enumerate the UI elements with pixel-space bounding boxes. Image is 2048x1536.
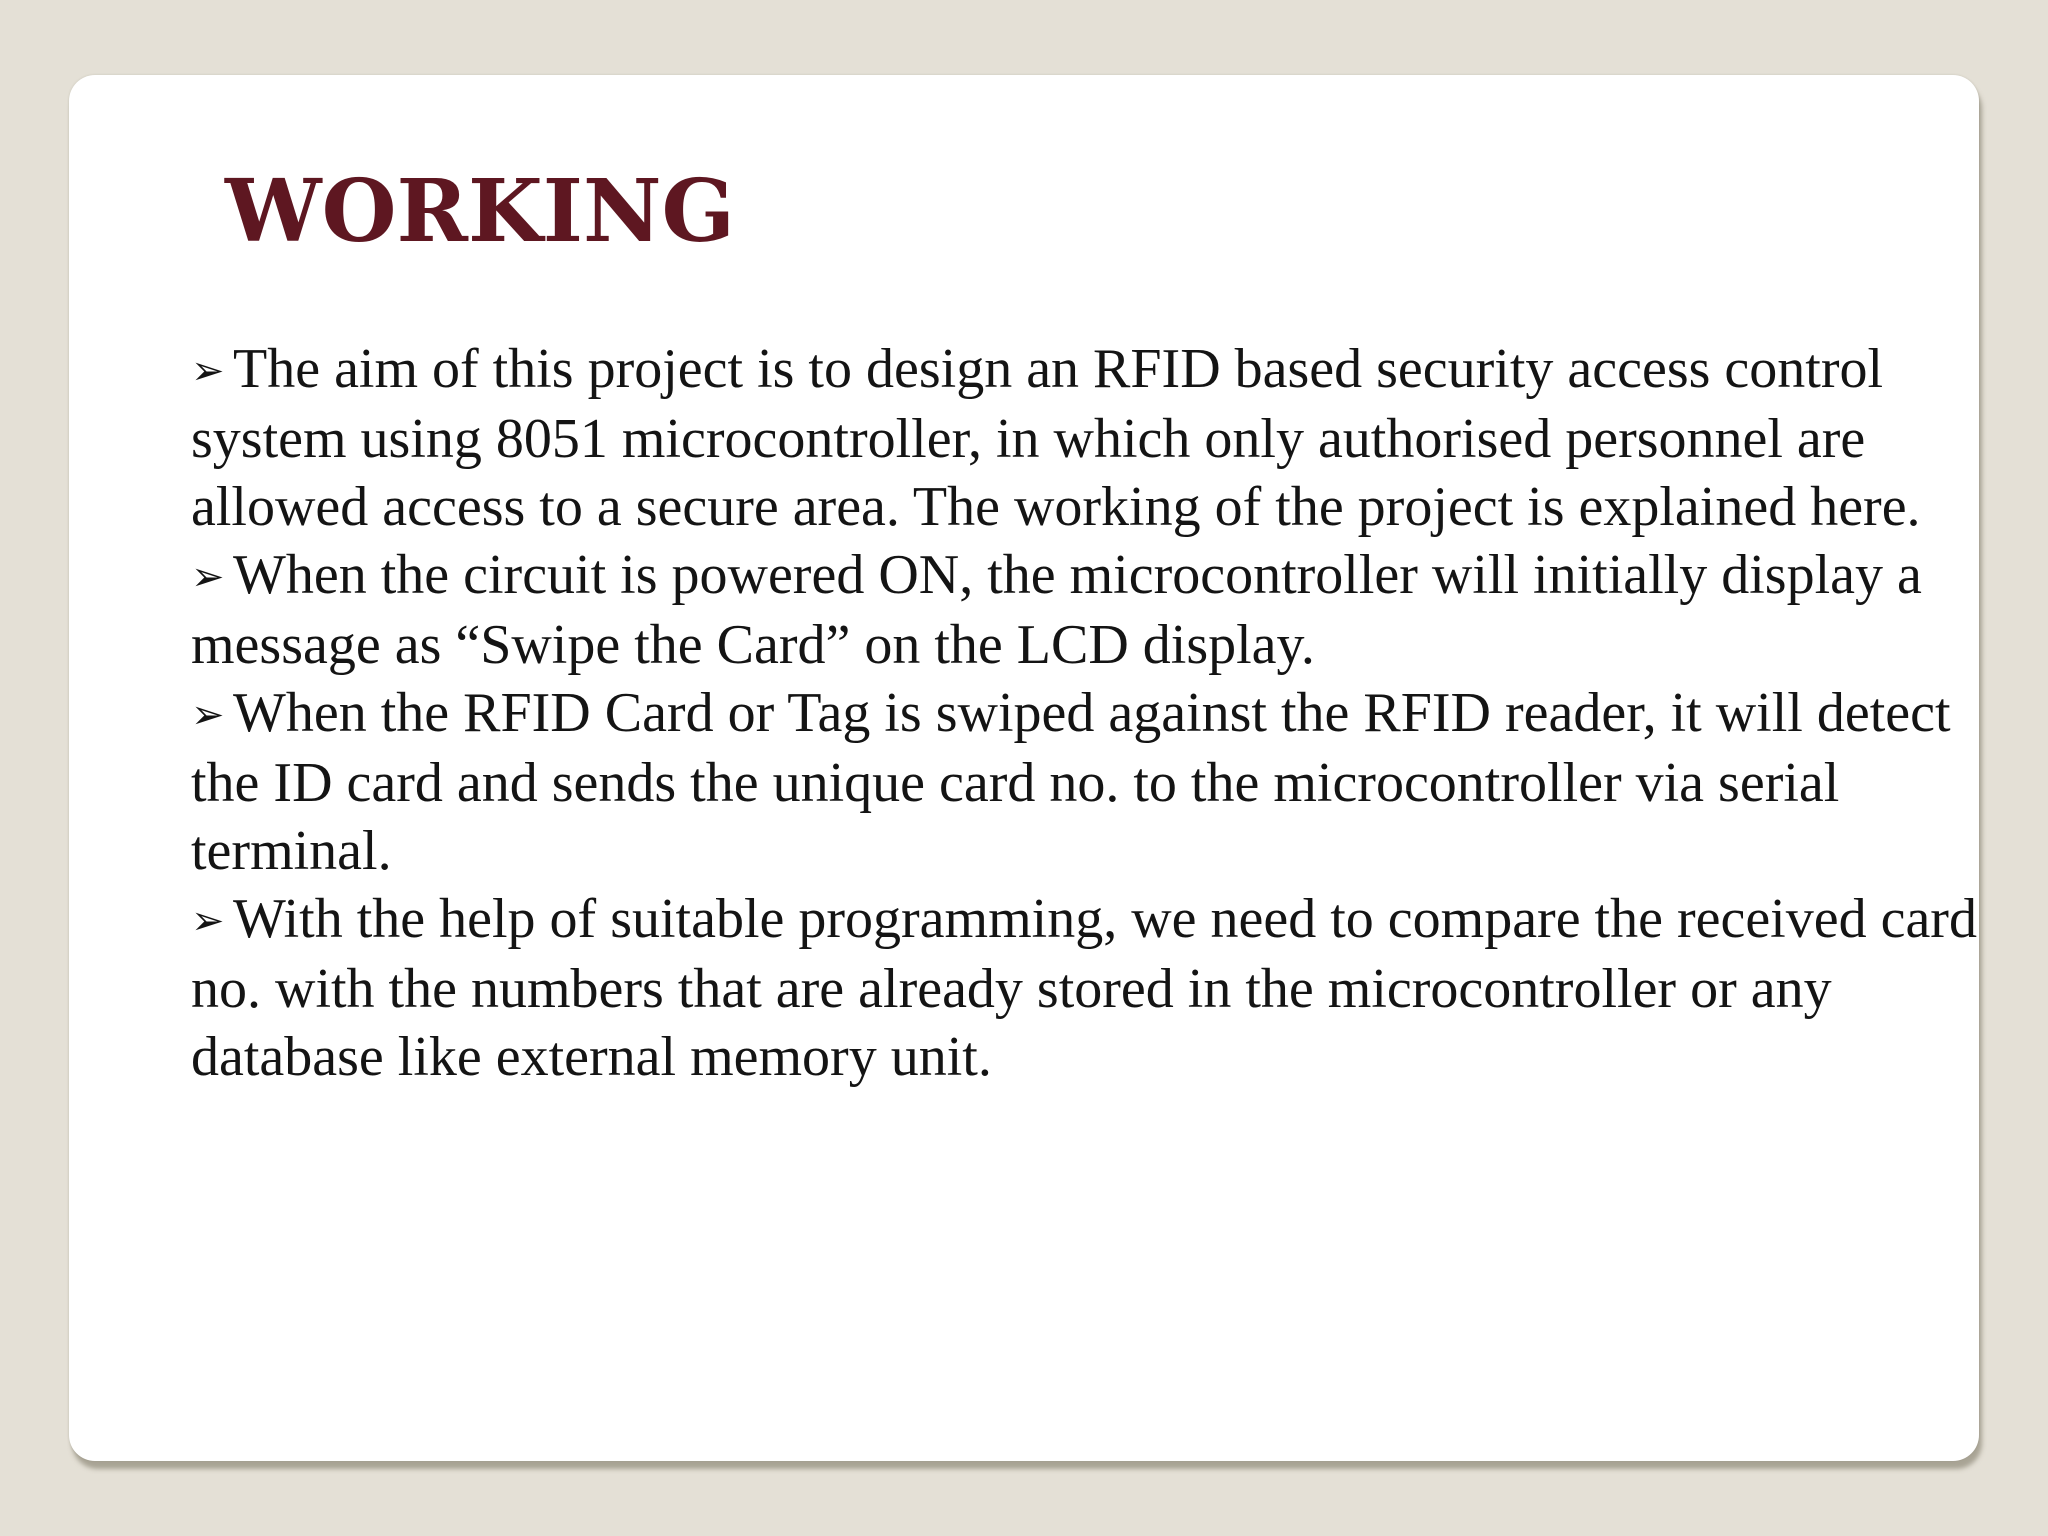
slide-title: WORKING: [225, 161, 735, 262]
bullet-item: [191, 679, 1981, 885]
bullet-item: [191, 335, 1981, 541]
bullet-item: [191, 541, 1981, 679]
bullet-text: With the help of suitable programming, we need to compare the received card no. with the numbers that are already stored in the microcontroller or any database like external memory unit.: [191, 888, 1977, 1088]
bullet-text: When the circuit is powered ON, the microcontroller will initially display a message as “Swipe the Card” on the LCD display.: [191, 544, 1922, 676]
bullet-list: [191, 335, 1981, 1091]
bullet-item: [191, 885, 1981, 1091]
bullet-text: The aim of this project is to design an RFID based security access control system using 8051 microcontroller, in which only authorised personnel are allowed access to a secure area. The working of the project is explained here.: [191, 338, 1921, 538]
arrowhead-bullet-icon: ➢: [191, 348, 225, 393]
bullet-text: When the RFID Card or Tag is swiped against the RFID reader, it will detect the ID card and sends the unique card no. to the microcontroller via serial terminal.: [191, 682, 1951, 882]
arrowhead-bullet-icon: ➢: [191, 554, 225, 599]
arrowhead-bullet-icon: ➢: [191, 898, 225, 943]
slide-card: [69, 75, 1979, 1461]
arrowhead-bullet-icon: ➢: [191, 692, 225, 737]
